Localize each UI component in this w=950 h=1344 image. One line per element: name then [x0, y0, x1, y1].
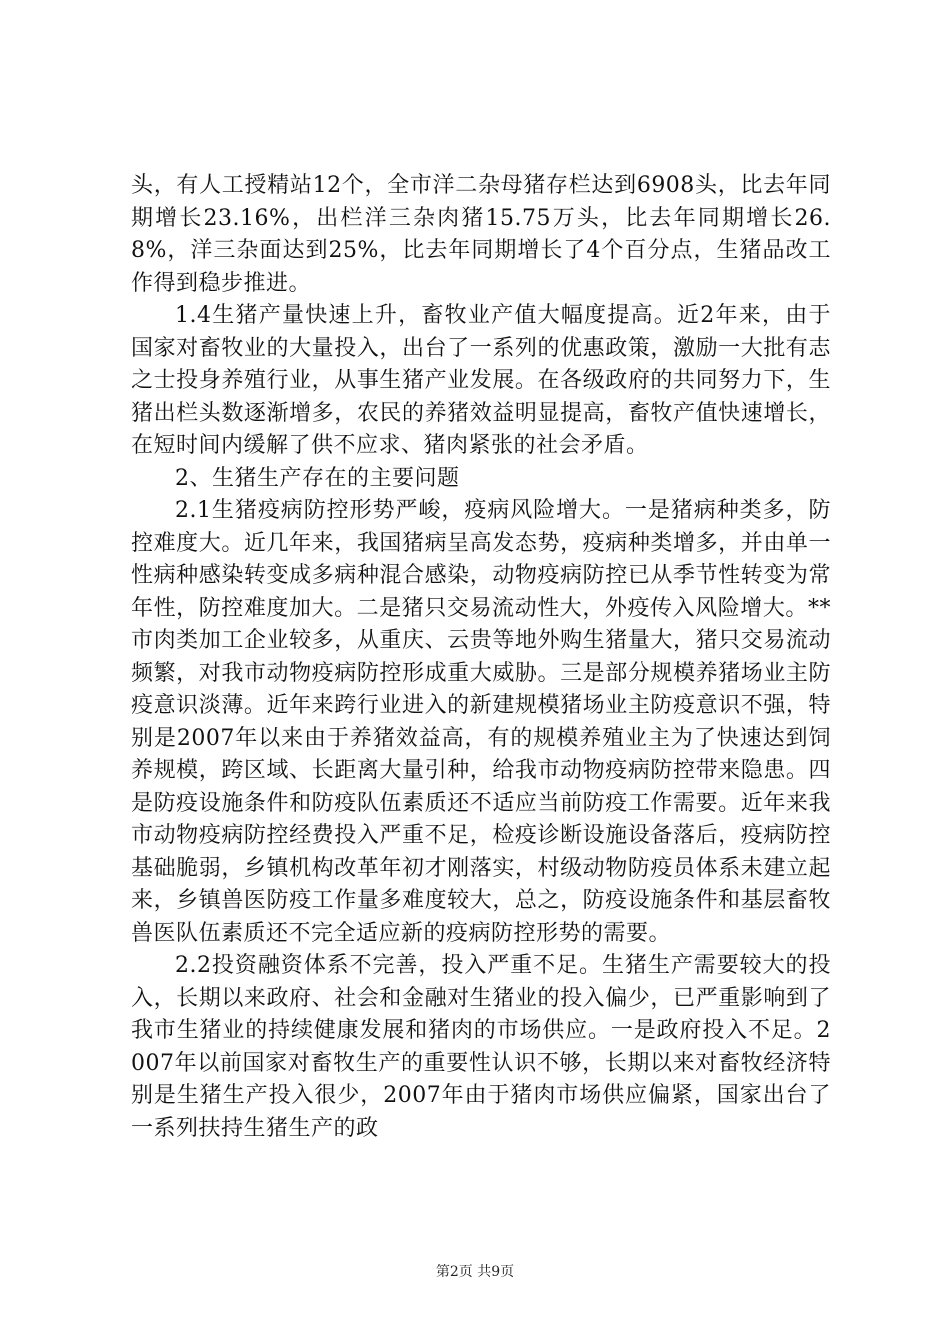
paragraph-2: 1.4生猪产量快速上升，畜牧业产值大幅度提高。近2年来，由于国家对畜牧业的大量投入，出台了一系列的优惠政策，激励一大批有志之士投身养殖行业，从事生猪产业发展。在各级政府的共同努力下，生猪出栏头数逐渐增多，农民的养猪效益明显提高，畜牧产值快速增长，在短时间内缓解了供不应求、猪肉紧张的社会矛盾。: [131, 303, 831, 458]
page-footer: 第2页 共9页: [435, 1264, 515, 1280]
document-body: [131, 170, 831, 1145]
paragraph-4: 2.2投资融资体系不完善，投入严重不足。生猪生产需要较大的投入，长期以来政府、社会和金融对生猪业的投入偏少，已严重影响到了我市生猪业的持续健康发展和猪肉的市场供应。一是政府投入不足。2007年以前国家对畜牧生产的重要性认识不够，长期以来对畜牧经济特别是生猪生产投入很少，2007年由于猪肉市场供应偏紧，国家出台了一系列扶持生猪生产的政: [131, 953, 831, 1141]
paragraph-1: 头，有人工授精站12个，全市洋二杂母猪存栏达到6908头，比去年同期增长23.16%，出栏洋三杂肉猪15.75万头，比去年同期增长26.8%，洋三杂面达到25%，比去年同期增长了4个百分点，生猪品改工作得到稳步推进。: [131, 173, 831, 296]
paragraph-3: 2.1生猪疫病防控形势严峻，疫病风险增大。一是猪病种类多，防控难度大。近几年来，我国猪病呈高发态势，疫病种类增多，并由单一性病种感染转变成多病种混合感染，动物疫病防控已从季节性转变为常年性，防控难度加大。二是猪只交易流动性大，外疫传入风险增大。**市肉类加工企业较多，从重庆、云贵等地外购生猪量大，猪只交易流动频繁，对我市动物疫病防控形成重大威胁。三是部分规模养猪场业主防疫意识淡薄。近年来跨行业进入的新建规模猪场业主防疫意识不强，特别是2007年以来由于养猪效益高，有的规模养殖业主为了快速达到饲养规模，跨区域、长距离大量引种，给我市动物疫病防控带来隐患。四是防疫设施条件和防疫队伍素质还不适应当前防疫工作需要。近年来我市动物疫病防控经费投入严重不足，检疫诊断设施设备落后，疫病防控基础脆弱，乡镇机构改革年初才刚落实，村级动物防疫员体系未建立起来，乡镇兽医防疫工作量多难度较大，总之，防疫设施条件和基层畜牧兽医队伍素质还不完全适应新的疫病防控形势的需要。: [131, 498, 831, 946]
section-heading: 2、生猪生产存在的主要问题: [175, 465, 460, 491]
